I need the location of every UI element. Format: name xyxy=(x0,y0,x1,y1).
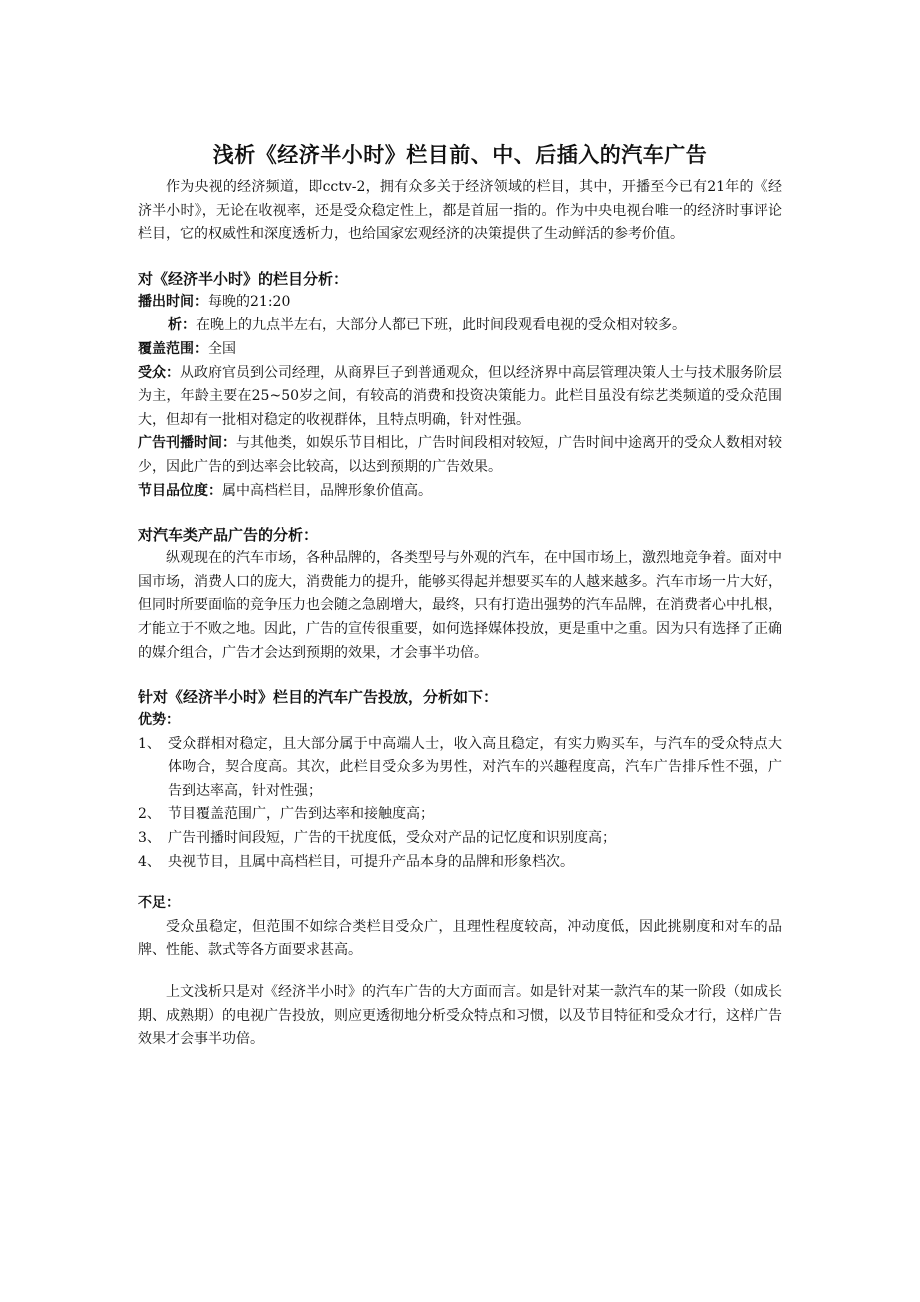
weakness-paragraph: 受众虽稳定，但范围不如综合类栏目受众广，且理性程度较高，冲动度低，因此挑剔度和对车的品牌、性能、款式等各方面要求甚高。 xyxy=(138,918,782,959)
ad-time-value: 与其他类，如娱乐节目相比，广告时间段相对较短，广告时间中途离开的受众人数相对较少，因此广告的到达率会比较高，以达到预期的广告效果。 xyxy=(138,435,782,475)
spacer xyxy=(138,963,782,981)
list-item xyxy=(138,851,782,875)
list-item-number: 4、 xyxy=(138,853,161,870)
positioning-label: 节目品位度： xyxy=(138,482,222,499)
list-item xyxy=(138,803,782,827)
broadcast-time-line xyxy=(138,291,782,315)
document-page xyxy=(138,140,782,1052)
coverage-line xyxy=(138,338,782,362)
car-market-paragraph: 纵观现在的汽车市场，各种品牌的，各类型号与外观的汽车，在中国市场上，激烈地竞争着。面对中国市场，消费人口的庞大，消费能力的提升，能够买得起并想要买车的人越来越多。汽车市场一片大好，但同时所要面临的竞争压力也会随之急剧增大，最终，只有打造出强势的汽车品牌，在消费者心中扎根，才能立于不败之地。因此，广告的宣传很重要，如何选择媒体投放，更是重中之重。因为只有选择了正确的媒介组合，广告才会达到预期的效果，才会事半功倍。 xyxy=(138,550,782,661)
ad-time-paragraph xyxy=(138,432,782,479)
broadcast-time-value: 每晚的21:20 xyxy=(208,293,291,310)
analysis-label: 析： xyxy=(168,317,196,334)
spacer xyxy=(138,874,782,892)
advantages-list xyxy=(138,733,782,875)
broadcast-time-label: 播出时间： xyxy=(138,293,208,310)
list-item-text: 节目覆盖范围广，广告到达率和接触度高； xyxy=(168,806,434,823)
list-item xyxy=(138,827,782,851)
analysis-value: 在晚上的九点半左右，大部分人都已下班，此时间段观看电视的受众相对较多。 xyxy=(196,317,686,334)
audience-paragraph xyxy=(138,362,782,433)
document-title: 浅析《经济半小时》栏目前、中、后插入的汽车广告 xyxy=(212,143,708,167)
list-item-number: 3、 xyxy=(138,830,161,847)
intro-paragraph: 作为央视的经济频道，即cctv-2，拥有众多关于经济领域的栏目，其中，开播至今已有21年的《经济半小时》，无论在收视率，还是受众稳定性上，都是首屈一指的。作为中央电视台唯一的经济时事评论栏目，它的权威性和深度透析力，也给国家宏观经济的决策提供了生动鲜活的参考价值。 xyxy=(138,179,782,243)
list-item-number: 2、 xyxy=(138,806,161,823)
coverage-value: 全国 xyxy=(208,340,236,357)
conclusion-paragraph: 上文浅析只是对《经济半小时》的汽车广告的大方面而言。如是针对某一款汽车的某一阶段（如成长期、成熟期）的电视广告投放，则应更透彻地分析受众特点和习惯，以及节目特征和受众才行，这样广告效果才会事半功倍。 xyxy=(138,984,782,1048)
ad-time-label: 广告刊播时间： xyxy=(138,435,236,452)
analysis-line xyxy=(138,314,782,338)
coverage-label: 覆盖范围： xyxy=(138,340,208,357)
section-heading-car-ads: 对汽车类产品广告的分析： xyxy=(138,526,319,545)
section-heading-ad-placement: 针对《经济半小时》栏目的汽车广告投放，分析如下： xyxy=(138,688,499,707)
audience-value: 从政府官员到公司经理，从商界巨子到普通观众，但以经济界中高层管理决策人士与技术服务阶层为主，年龄主要在25~50岁之间，有较高的消费和投资决策能力。此栏目虽没有综艺类频道的受众范围大，但却有一批相对稳定的收视群体，且特点明确，针对性强。 xyxy=(138,364,782,428)
advantages-heading: 优势： xyxy=(138,712,180,729)
list-item-number: 1、 xyxy=(138,735,161,752)
list-item-text: 广告刊播时间段短，广告的干扰度低，受众对产品的记忆度和识别度高； xyxy=(168,830,616,847)
audience-label: 受众： xyxy=(138,364,180,381)
list-item-text: 受众群相对稳定，且大部分属于中高端人士，收入高且稳定，有实力购买车，与汽车的受众特点大体吻合，契合度高。其次，此栏目受众多为男性，对汽车的兴趣程度高，汽车广告排斥性不强，广告到达率高，针对性强； xyxy=(168,735,782,799)
list-item-text: 央视节目，且属中高档栏目，可提升产品本身的品牌和形象档次。 xyxy=(168,853,574,870)
section-heading-program-analysis: 对《经济半小时》的栏目分析： xyxy=(138,269,349,288)
weakness-heading: 不足： xyxy=(138,895,180,912)
list-item xyxy=(138,733,782,804)
positioning-line xyxy=(138,480,782,504)
positioning-value: 属中高档栏目，品牌形象价值高。 xyxy=(222,482,432,499)
